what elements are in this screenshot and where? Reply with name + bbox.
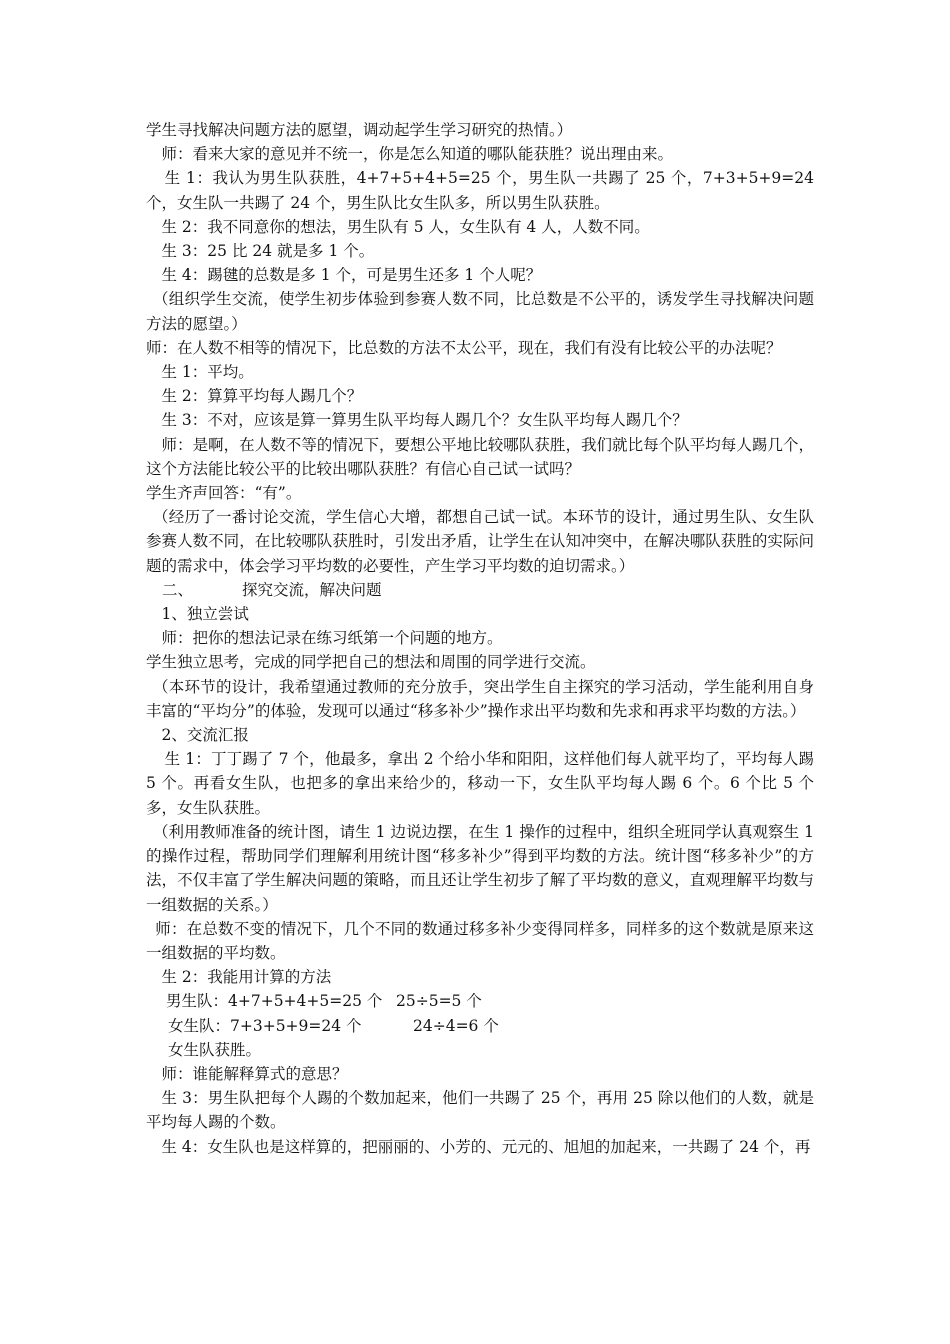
student-line: 生 4：女生队也是这样算的，把丽丽的、小芳的、元元的、旭旭的加起来，一共踢了 24 个，再 xyxy=(161,1137,811,1156)
design-note: （利用教师准备的统计图，请生 1 边说边摆，在生 1 操作的过程中，组织全班同学认真观察生 1 的操作过程，帮助同学们理解利用统计图“移多补少”得到平均数的方法。统计图“移多补少”的方法，不仅丰富了学生解决问题的策略，而且还让学生初步了解了平均数的意义，直观理解平均数与一组数据的关系。） xyxy=(146,822,814,914)
design-note: （组织学生交流，使学生初步体验到参赛人数不同，比总数是不公平的，诱发学生寻找解决问题方法的愿望。） xyxy=(146,290,814,333)
student-line: 生 1：我认为男生队获胜，4+7+5+4+5=25 个，男生队一共踢了 25 个，7+3+5+9=24 个，女生队一共踢了 24 个，男生队比女生队多，所以男生队获胜。 xyxy=(146,169,814,212)
design-note: （经历了一番讨论交流，学生信心大增，都想自己试一试。本环节的设计，通过男生队、女生队参赛人数不同，在比较哪队获胜时，引发出矛盾，让学生在认知冲突中，在解决哪队获胜的实际问题的需求中，体会学习平均数的必要性，产生学习平均数的迫切需求。） xyxy=(146,508,814,575)
girls-average: 24÷4=6 个 xyxy=(413,1016,499,1035)
student-line: 生 4：踢毽的总数是多 1 个，可是男生还多 1 个人呢？ xyxy=(161,266,542,285)
student-line: 生 3：男生队把每个人踢的个数加起来，他们一共踢了 25 个，再用 25 除以他们的人数，就是平均每人踢的个数。 xyxy=(146,1089,814,1132)
section-number: 二、 xyxy=(162,580,194,599)
teacher-line: 师：把你的想法记录在练习纸第一个问题的地方。 xyxy=(161,629,503,648)
paragraph: 学生齐声回答：“有”。 xyxy=(146,484,302,503)
teacher-line: 师：是啊，在人数不等的情况下，要想公平地比较哪队获胜，我们就比每个队平均每人踢几个，这个方法能比较公平的比较出哪队获胜？有信心自己试一试吗？ xyxy=(146,435,814,478)
subsection-heading: 1、独立尝试 xyxy=(161,605,249,624)
document-page xyxy=(146,118,814,1159)
subsection-heading: 2、交流汇报 xyxy=(161,726,249,745)
teacher-line: 师：谁能解释算式的意思？ xyxy=(161,1064,348,1083)
teacher-line: 师：看来大家的意见并不统一，你是怎么知道的哪队能获胜？说出理由来。 xyxy=(161,145,674,164)
student-line: 生 2：我能用计算的方法 xyxy=(161,968,332,987)
student-line: 生 3：25 比 24 就是多 1 个。 xyxy=(161,242,375,261)
girls-sum: 女生队：7+3+5+9=24 个 xyxy=(168,1016,362,1035)
boys-average: 25÷5=5 个 xyxy=(396,992,482,1011)
teacher-line: 师：在总数不变的情况下，几个不同的数通过移多补少变得同样多，同样多的这个数就是原来这一组数据的平均数。 xyxy=(146,919,814,962)
calc-row-girls xyxy=(146,1014,814,1038)
teacher-line: 师：在人数不相等的情况下，比总数的方法不太公平，现在，我们有没有比较公平的办法呢？ xyxy=(146,338,782,357)
calc-row-boys xyxy=(146,989,814,1013)
design-note: （本环节的设计，我希望通过教师的充分放手，突出学生自主探究的学习活动，学生能利用自身丰富的“平均分”的体验，发现可以通过“移多补少”操作求出平均数和先求和再求平均数的方法。） xyxy=(146,677,814,720)
student-line: 生 1：平均。 xyxy=(161,363,254,382)
result-line: 女生队获胜。 xyxy=(168,1040,262,1059)
paragraph: 学生寻找解决问题方法的愿望，调动起学生学习研究的热情。） xyxy=(146,121,573,139)
student-line: 生 2：算算平均每人踢几个？ xyxy=(161,387,363,406)
section-heading xyxy=(146,578,814,602)
boys-sum: 男生队：4+7+5+4+5=25 个 xyxy=(166,992,383,1011)
student-line: 生 3：不对，应该是算一算男生队平均每人踢几个？女生队平均每人踢几个？ xyxy=(161,411,688,430)
student-line: 生 2：我不同意你的想法，男生队有 5 人，女生队有 4 人，人数不同。 xyxy=(161,217,650,236)
section-title: 探究交流，解决问题 xyxy=(242,580,382,599)
student-line: 生 1：丁丁踢了 7 个，他最多，拿出 2 个给小华和阳阳，这样他们每人就平均了，平均每人踢 5 个。再看女生队，也把多的拿出来给少的，移动一下，女生队平均每人踢 6 个。6 个比 5 个多，女生队获胜。 xyxy=(146,750,814,817)
paragraph: 学生独立思考，完成的同学把自己的想法和周围的同学进行交流。 xyxy=(146,653,596,672)
